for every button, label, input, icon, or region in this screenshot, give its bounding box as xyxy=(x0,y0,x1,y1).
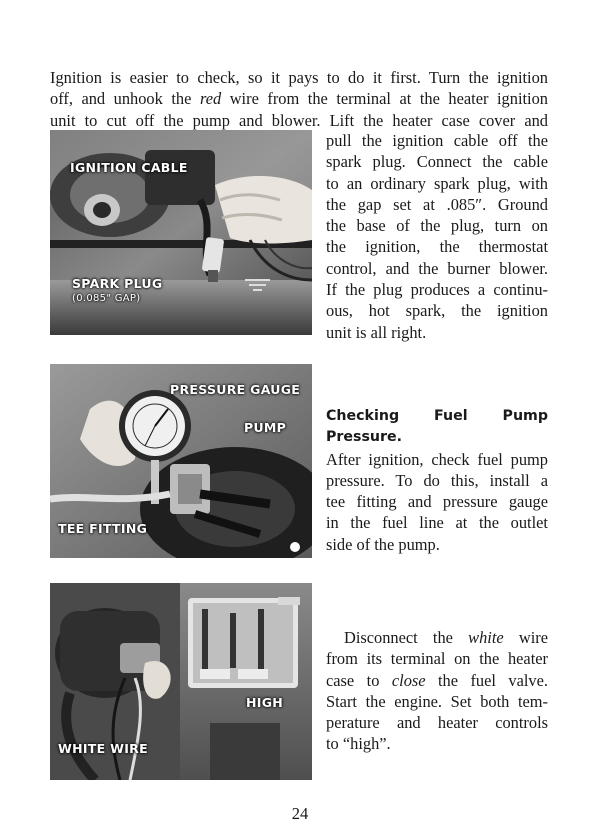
white-emphasis: white xyxy=(468,628,504,647)
section2-line: After ignition, check fuel pump xyxy=(326,449,548,469)
high-label: HIGH xyxy=(246,695,284,710)
section3-line-4: Start the engine. Set both tem- xyxy=(326,691,548,711)
section2-line: tee fitting and pressure gauge xyxy=(326,492,548,512)
section2-line: in the fuel line at the outlet xyxy=(326,513,548,533)
intro-line-2-end: wire from the terminal at the heater ignition xyxy=(221,89,548,109)
section3-line3-start: case to xyxy=(326,670,392,690)
section3-line-3 xyxy=(326,670,548,691)
pressure-gauge-label: PRESSURE GAUGE xyxy=(170,382,301,397)
pressure-gauge-photo xyxy=(50,364,312,558)
section3-line-2: from its terminal on the heater xyxy=(326,649,548,669)
heater-controls-photo xyxy=(50,583,312,780)
intro-col-line: the gap set at .085″. Ground xyxy=(326,194,548,214)
spark-plug-photo xyxy=(50,130,312,335)
white-wire-label: WHITE WIRE xyxy=(58,741,148,756)
close-emphasis: close xyxy=(391,670,426,690)
fuel-pump-section xyxy=(326,406,548,555)
section2-line: side of the pump. xyxy=(326,534,440,554)
intro-column-text xyxy=(326,130,548,343)
section3-line1-end: wire xyxy=(503,628,548,647)
intro-col-line: pull the ignition cable off the xyxy=(326,131,548,150)
intro-col-line: control, and the burner blower. xyxy=(326,258,548,278)
intro-col-line: ous, hot spark, the ignition xyxy=(326,301,548,321)
intro-line-3: unit to cut off the pump and blower. Lift the heater case cover and xyxy=(50,110,548,130)
intro-col-line: spark plug. Connect the cable xyxy=(326,152,548,172)
page-number: 24 xyxy=(291,804,309,823)
section3-line-1 xyxy=(326,627,548,648)
section-heading: Checking Fuel Pump Pressure. xyxy=(326,408,548,446)
intro-line-2 xyxy=(50,88,548,109)
red-emphasis: red xyxy=(199,89,222,109)
intro-col-line: unit is all right. xyxy=(326,322,427,342)
gap-label: (0.085" GAP) xyxy=(72,293,141,304)
intro-col-line: the ignition, the thermostat xyxy=(326,237,548,257)
pump-label: PUMP xyxy=(244,420,287,435)
intro-line-2-start: off, and unhook the xyxy=(50,89,200,109)
section3-line3-end: the fuel valve. xyxy=(425,670,548,690)
intro-paragraph xyxy=(50,67,548,131)
intro-col-line: If the plug produces a continu- xyxy=(326,280,548,300)
ignition-cable-label: IGNITION CABLE xyxy=(70,160,188,175)
spark-plug-label: SPARK PLUG xyxy=(72,276,163,291)
section3-line-6: to “high”. xyxy=(326,734,391,754)
section3-line-5: perature and heater controls xyxy=(326,713,548,733)
white-wire-section xyxy=(326,627,548,755)
tee-fitting-label: TEE FITTING xyxy=(58,521,148,536)
intro-col-line: to an ordinary spark plug, with xyxy=(326,173,548,193)
section2-line: pressure. To do this, install a xyxy=(326,470,548,490)
intro-line-1: Ignition is easier to check, so it pays to do it first. Turn the ignition xyxy=(50,68,548,87)
section3-line1-start: Disconnect the xyxy=(344,628,469,647)
intro-col-line: the base of the plug, turn on xyxy=(326,216,548,236)
